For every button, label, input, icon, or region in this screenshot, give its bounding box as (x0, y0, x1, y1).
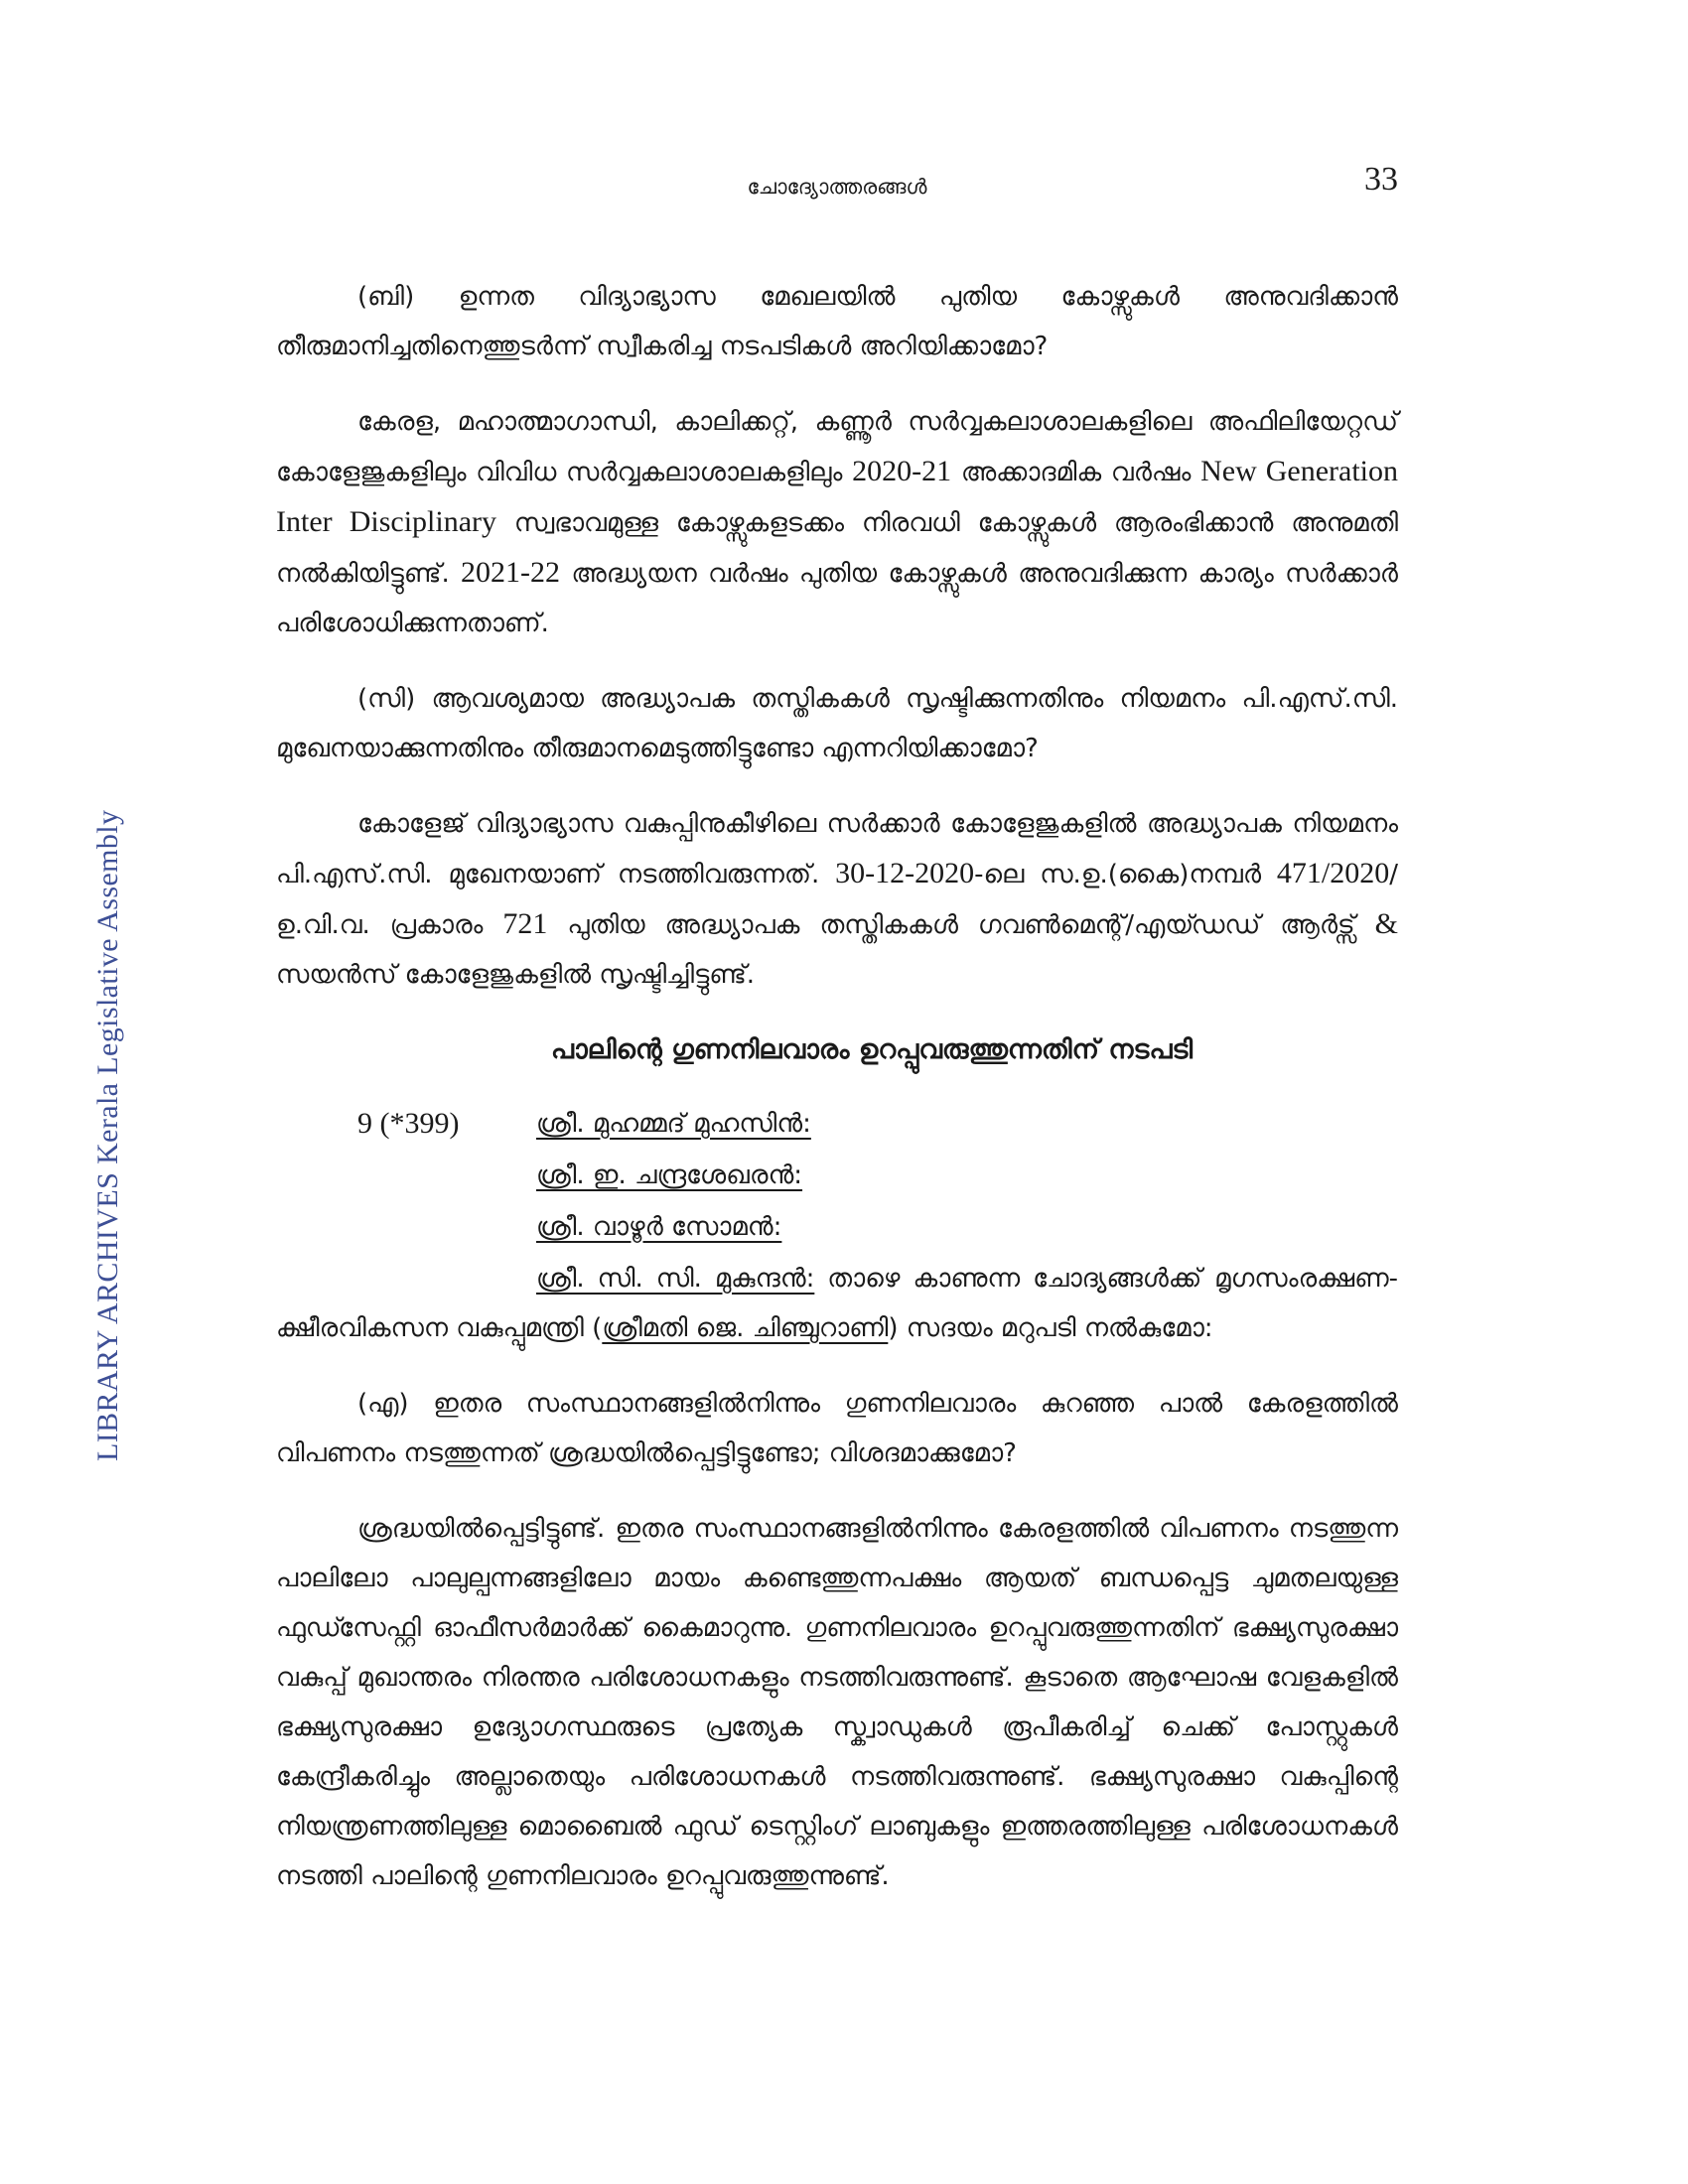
answer-c-text-4: പുതിയ അദ്ധ്യാപക തസ്തികകൾ ഗവൺമെന്റ്/എയ്ഡഡ് ആർട്സ് (547, 910, 1375, 940)
answer-b-text-4: അദ്ധ്യയന വർഷം പുതിയ കോഴ്സുകൾ അനുവദിക്കുന്ന കാര്യം സർക്കാർ പരിശോധിക്കുന്നതാണ്. (276, 559, 1398, 638)
member-3: ശ്രീ. വാഴൂർ സോമൻ: (536, 1212, 782, 1242)
answer-c-text-1: കോളേജ് വിദ്യാഭ്യാസ വകുപ്പിനുകീഴിലെ സർക്കാർ കോളേജുകളിൽ അദ്ധ്യാപക നിയമനം പി.എസ്.സി. മുഖേനയാണ് നടത്തിവരുന്നത്. (276, 809, 1398, 889)
answer-b-text-1: കേരള, മഹാത്മാഗാന്ധി, കാലിക്കറ്റ്, കണ്ണൂർ സർവ്വകലാശാലകളിലെ അഫിലിയേറ്റഡ് കോളേജുകളിലും വിവിധ സർവ്വകലാശാലകളിലും (276, 407, 1398, 487)
archive-watermark: LIBRARY ARCHIVES Kerala Legislative Assembly (91, 809, 124, 1461)
section-heading: പാലിന്റെ ഗുണനിലവാരം ഉറപ്പുവരുത്തുന്നതിന് നടപടി (550, 1034, 1194, 1065)
member-1: ശ്രീ. മുഹമ്മദ് മുഹസിൻ: (536, 1109, 811, 1139)
answer-b-text-2: അക്കാദമിക വർഷം (951, 458, 1201, 487)
answer-b-year-2: 2021-22 (461, 556, 561, 589)
question-a: (എ) ഇതര സംസ്ഥാനങ്ങളിൽനിന്നും ഗുണനിലവാരം കുറഞ്ഞ പാൽ കേരളത്തിൽ വിപണനം നടത്തുന്നത് ശ്രദ്ധയിൽപ്പെട്ടിട്ടുണ്ടോ; വിശദമാക്കുമോ? (276, 1389, 1398, 1468)
running-header (276, 161, 1398, 210)
running-title: ചോദ്യോത്തരങ്ങൾ (747, 175, 927, 199)
minister-name: ശ്രീമതി ജെ. ചിഞ്ചുറാണി (602, 1313, 889, 1343)
answer-c (276, 799, 1398, 1000)
page-body (276, 272, 1398, 1927)
question-9-lead (276, 1254, 1398, 1353)
answer-c-text-5: സയൻസ് കോളേജുകളിൽ സൃഷ്ടിച്ചിട്ടുണ്ട്. (276, 960, 756, 990)
answer-b-text-3: സ്വഭാവമുള്ള കോഴ്സുകളടക്കം നിരവധി കോഴ്സുകൾ ആരംഭിക്കാൻ അനുമതി നൽകിയിട്ടുണ്ട്. (276, 508, 1399, 589)
member-2: ശ്രീ. ഇ. ചന്ദ്രശേഖരൻ: (536, 1160, 803, 1190)
page-number: 33 (1364, 161, 1398, 198)
answer-c-text-3: /ഉ.വി.വ. പ്രകാരം (276, 860, 1399, 940)
question-number: 9 (*399) (357, 1107, 460, 1140)
answer-c-post-count: 721 (502, 907, 548, 940)
question-b: (ബി) ഉന്നത വിദ്യാഭ്യാസ മേഖലയിൽ പുതിയ കോഴ്സുകൾ അനുവദിക്കാൻ തീരുമാനിച്ചതിനെത്തുടർന്ന് സ്വീകരിച്ച നടപടികൾ അറിയിക്കാമോ? (276, 282, 1398, 361)
question-c: (സി) ആവശ്യമായ അദ്ധ്യാപക തസ്തികകൾ സൃഷ്ടിക്കുന്നതിനും നിയമനം പി.എസ്.സി. മുഖേനയാക്കുന്നതിനും തീരുമാനമെടുത്തിട്ടുണ്ടോ എന്നറിയിക്കാമോ? (276, 684, 1398, 763)
answer-c-order-number: 471/2020 (1276, 857, 1390, 889)
answer-c-text-2: -ലെ സ.ഉ.(കൈ)നമ്പർ (974, 860, 1277, 889)
member-4: ശ്രീ. സി. സി. മുകുന്ദൻ: (536, 1264, 815, 1294)
question-9-members (276, 1099, 1398, 1252)
answer-b (276, 397, 1398, 648)
answer-b-year-1: 2020-21 (852, 455, 952, 487)
question-9-lead-text-1: താഴെ കാണുന്ന ചോദ്യങ്ങൾക്ക് മൃഗസംരക്ഷണ-ക്ഷീരവികസന വകുപ്പുമന്ത്രി ( (276, 1264, 1398, 1343)
answer-b-course-type: New Generation Inter Disciplinary (276, 455, 1398, 538)
answer-a: ശ്രദ്ധയിൽപ്പെട്ടിട്ടുണ്ട്. ഇതര സംസ്ഥാനങ്ങളിൽനിന്നും കേരളത്തിൽ വിപണനം നടത്തുന്ന പാലിലോ പാലുല്പന്നങ്ങളിലോ മായം കണ്ടെത്തുന്നപക്ഷം ആയത് ബന്ധപ്പെട്ട ചുമതലയുള്ള ഫുഡ്സേഫ്റ്റി ഓഫീസർമാർക്ക് കൈമാറുന്നു. ഗുണനിലവാരം ഉറപ്പുവരുത്തുന്നതിന് ഭക്ഷ്യസുരക്ഷാ വകുപ്പ് മുഖാന്തരം നിരന്തര പരിശോധനകളും നടത്തിവരുന്നുണ്ട്. കൂടാതെ ആഘോഷ വേളകളിൽ ഭക്ഷ്യസുരക്ഷാ ഉദ്യോഗസ്ഥരുടെ പ്രത്യേക സ്ക്വാഡുകൾ രൂപീകരിച്ച് ചെക്ക് പോസ്റ്റുകൾ കേന്ദ്രീകരിച്ചും അല്ലാതെയും പരിശോധനകൾ നടത്തിവരുന്നുണ്ട്. ഭക്ഷ്യസുരക്ഷാ വകുപ്പിന്റെ നിയന്ത്രണത്തിലുള്ള മൊബൈൽ ഫുഡ് ടെസ്റ്റിംഗ് ലാബുകളും ഇത്തരത്തിലുള്ള പരിശോധനകൾ നടത്തി പാലിന്റെ ഗുണനിലവാരം ഉറപ്പുവരുത്തുന്നുണ്ട്. (276, 1514, 1398, 1891)
question-9-lead-text-2: ) സദയം മറുപടി നൽകുമോ: (888, 1313, 1213, 1343)
answer-c-ampersand: & (1374, 907, 1398, 940)
answer-c-date: 30-12-2020 (835, 857, 975, 889)
